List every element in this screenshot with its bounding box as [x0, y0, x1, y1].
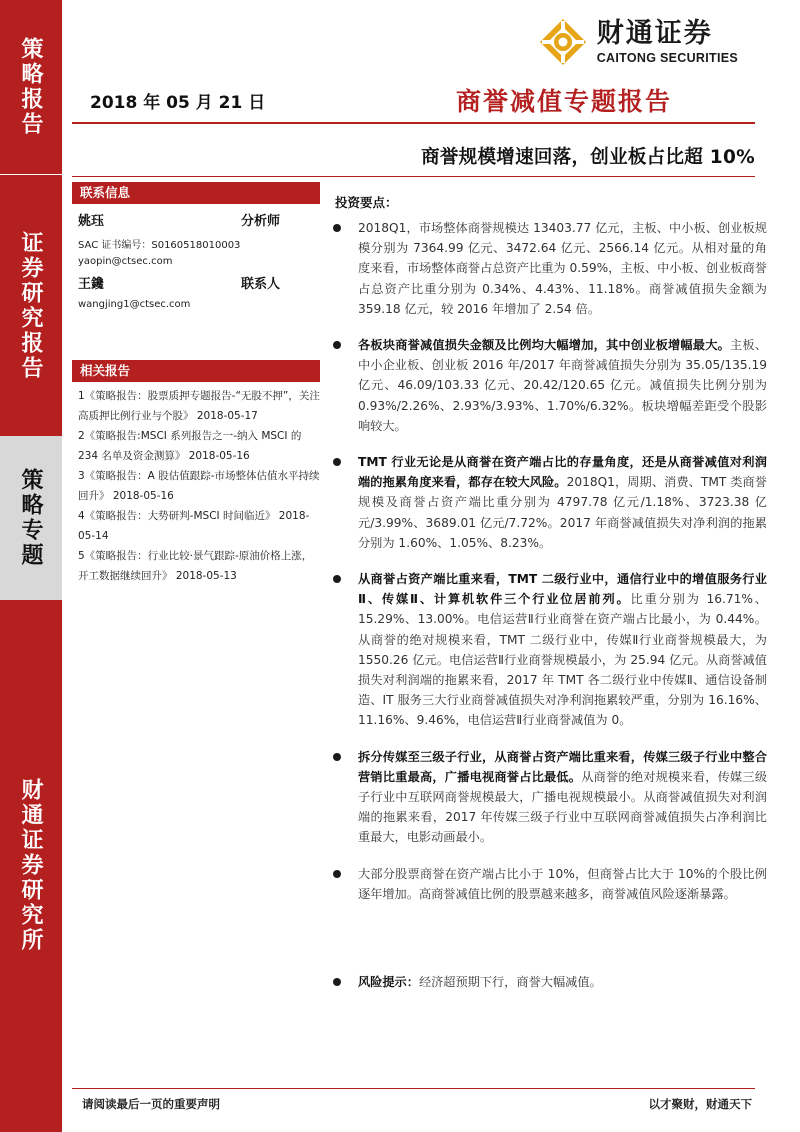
- related-report-item[interactable]: 4《策略报告：大势研判-MSCI 时间临近》 2018-05-14: [78, 510, 310, 542]
- related-reports-list: [72, 386, 320, 586]
- footer-disclaimer: 请阅读最后一页的重要声明: [82, 1097, 220, 1111]
- analyst2-name: 王鑱: [78, 277, 105, 292]
- bullet-bold-text: 拆分传媒至三级子行业，从商誉占资产端比重来看，传媒三级子行业中整合营销比重最高，广播电视商誉占比最低。: [358, 749, 767, 784]
- report-date: 2018 年 05 月 21 日: [90, 93, 266, 113]
- title-divider: [72, 176, 755, 177]
- sidebar-block-institute: [0, 600, 62, 1132]
- bullet-bold-text: TMT 行业无论是从商誉在资产端占比的存量角度，还是从商誉减值对利润端的拖累角度来看，都存在较大风险。: [358, 455, 767, 490]
- risk-warning: [332, 972, 767, 992]
- related-reports-heading: 相关报告: [72, 360, 320, 382]
- bullet-item: [332, 747, 767, 848]
- bullet-text: 从商誉的绝对规模来看，传媒三级子行业中互联网商誉规模最大，广播电视规模最小。从商誉减值损失对利润端的拖累来看，2017 年传媒三级子行业中互联网商誉减值损失占净利润比重最大，电影动画最小。: [358, 769, 768, 845]
- logo-name-cn: 财通证券: [596, 18, 713, 50]
- related-report-item[interactable]: 3《策略报告：A 股估值跟踪-市场整体估值水平持续回升》 2018-05-16: [78, 470, 320, 502]
- investment-points-label: 投资要点：: [335, 195, 398, 210]
- sidebar-block-securities-research: [0, 174, 62, 437]
- sidebar-block-strategy-report: [0, 0, 62, 174]
- page-title: 商誉规模增速回落，创业板占比超 10%: [421, 147, 755, 168]
- logo-name-en: CAITONG SECURITIES: [596, 50, 738, 65]
- bullet-text: 大部分股票商誉在资产端占比小于 10%，但商誉占比大于 10%的个股比例逐年增加。高商誉减值比例的股票越来越多，商誉减值风险逐渐暴露。: [358, 866, 767, 901]
- analyst1-name: 姚珏: [78, 214, 105, 229]
- contact-heading: 联系信息: [72, 182, 320, 204]
- related-report-item[interactable]: 5《策略报告：行业比较·景气跟踪-原油价格上涨，开工数据继续回升》 2018-05-13: [78, 550, 313, 582]
- bullet-dot-icon: [333, 870, 341, 878]
- bullet-item: [332, 452, 767, 553]
- bullet-text: 2018Q1，周期、消费、TMT 类商誉规模及商誉占资产端比重分别为 4797.78 亿元/1.18%、3723.38 亿元/3.99%、3689.01 亿元/7.72%。2017 年商誉减值损失对净利润的拖累分别为 1.60%、1.05%、8.23%。: [358, 475, 767, 550]
- bullet-bold-text: 各板块商誉减值损失金额及比例均大幅增加，其中创业板增幅最大。: [358, 338, 731, 353]
- sidebar: [0, 0, 62, 1132]
- company-logo: [539, 18, 738, 66]
- bullet-dot-icon: [333, 341, 341, 349]
- header-divider: [72, 122, 755, 124]
- bullet-dot-icon: [333, 575, 341, 583]
- analyst2-role: 联系人: [240, 277, 280, 292]
- bullet-text: 比重分别为 16.71%、15.29%、13.00%。电信运营Ⅱ行业商誉在资产端占比最小，为 0.44%。从商誉的绝对规模来看，TMT 二级行业中，传媒Ⅱ行业商誉规模最大，为 1550.26 亿元。电信运营Ⅱ行业商誉规模最小，为 25.94 亿元。从商誉减值损失对利润端的拖累来看，2017 年 TMT 各二级行业中传媒Ⅱ、通信设备制造、IT 服务三大行业商誉减值损失对净利润拖累较严重，分别为 16.16%、11.16%、9.46%，电信运营Ⅱ行业商誉减值为 0。: [358, 592, 767, 728]
- analyst1-role: 分析师: [240, 214, 280, 229]
- bullet-dot-icon: [333, 458, 341, 466]
- analyst2-email[interactable]: wangjing1@ctsec.com: [78, 299, 191, 310]
- sidebar-label-strategy-topic: 策略专题: [18, 468, 44, 568]
- bullet-bold-text: 从商誉占资产端比重来看，TMT 二级行业中，通信行业中的增值服务行业Ⅱ、传媒Ⅱ、计算机软件三个行业位居前列。: [358, 572, 767, 607]
- bullet-dot-icon: [333, 978, 341, 986]
- sidebar-label-securities-research: 证券研究报告: [18, 231, 44, 381]
- sidebar-block-strategy-topic: [0, 436, 62, 600]
- footer-slogan: 以才聚财，财通天下: [648, 1097, 752, 1111]
- logo-emblem-icon: [539, 18, 587, 66]
- bullet-item: [332, 335, 767, 436]
- related-report-item[interactable]: 2《策略报告:MSCI 系列报告之一-纳入 MSCI 的 234 名单及资金测算》 2018-05-16: [78, 430, 302, 462]
- bullet-text: 2018Q1，市场整体商誉规模达 13403.77 亿元，主板、中小板、创业板规模分别为 7364.99 亿元、3472.64 亿元、2566.14 亿元。从相对量的角度来看，市场整体商誉占总资产比重为 0.59%，主板、中小板、创业板商誉占总资产比重分别为 0.34%、4.43%、11.18%。商誉减值损失金额为 359.18 亿元，较 2016 年增加了 2.54 倍。: [358, 221, 767, 316]
- analyst1-row: [78, 210, 314, 229]
- left-column: [72, 180, 320, 586]
- analyst1-email[interactable]: yaopin@ctsec.com: [78, 256, 173, 267]
- bullet-item: [332, 569, 767, 731]
- risk-text: 经济超预期下行，商誉大幅减值。: [418, 975, 602, 990]
- logo-text: [597, 19, 738, 65]
- risk-label: 风险提示：: [358, 975, 419, 990]
- investment-points: [332, 218, 767, 992]
- report-type-title: 商誉减值专题报告: [455, 87, 672, 116]
- bullet-dot-icon: [333, 224, 341, 232]
- footer-divider: [72, 1088, 755, 1089]
- sidebar-label-strategy-report: 策略报告: [18, 37, 44, 137]
- bullet-item: [332, 218, 767, 319]
- bullet-item: [332, 864, 767, 904]
- bullet-dot-icon: [333, 753, 341, 761]
- analyst1-sac: SAC 证书编号：S0160518010003: [78, 240, 241, 251]
- related-report-item[interactable]: 1《策略报告：股票质押专题报告-“无股不押”，关注高质押比例行业与个股》 2018-05-17: [78, 390, 320, 422]
- contact-info: [72, 204, 320, 310]
- sidebar-label-institute: 财通证券研究所: [18, 778, 44, 953]
- analyst2-row: [78, 273, 314, 292]
- bullet-text: 主板、中小企业板、创业板 2016 年/2017 年商誉减值损失分别为 35.05/135.19 亿元、46.09/103.33 亿元、20.42/120.65 亿元。减值损失比例分别为 0.93%/2.26%、2.93%/3.93%、1.70%/6.32%。板块增幅差距受个股影响较大。: [358, 338, 768, 433]
